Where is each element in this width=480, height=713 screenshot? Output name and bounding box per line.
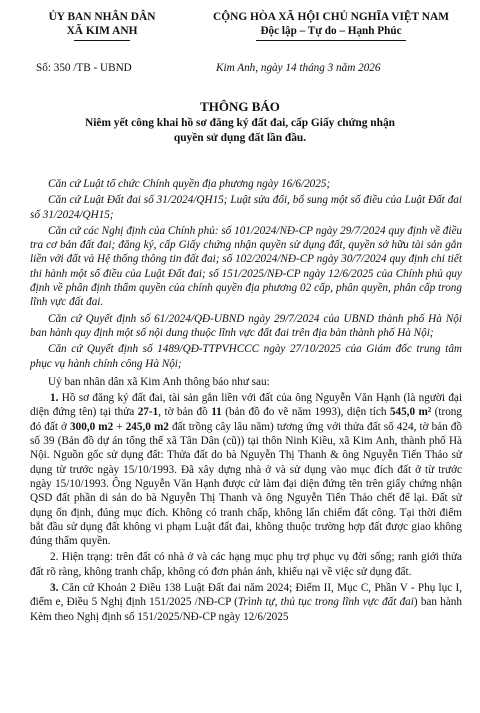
item-1-text-b: , tờ bản đồ (158, 406, 212, 419)
item-1-text-c: (bản đồ đo vẽ năm 1993), diện tích (221, 406, 390, 419)
legal-basis-2: Căn cứ Luật Đất đai số 31/2024/QH15; Luật sửa đổi, bổ sung một số điều của Luật Đất đai số 31/2024/QH15; (30, 194, 462, 221)
legal-basis-3: Căn cứ các Nghị định của Chính phủ: số 101/2024/NĐ-CP ngày 29/7/2024 quy định về điều tra cơ bản đất đai; đăng ký, cấp Giấy chứng nhận quyền sử dụng đất, quyền sở hữu tài sản gắn liền với đất và Hệ thống thông tin đất đai; số 102/2024/NĐ-CP ngày 30/7/2024 quy định chi tiết thi hành một số điều của Luật Đất đai; số 151/2025/NĐ-CP ngày 12/6/2025 của Chính phủ quy định về phân định thẩm quyền của chính quyền địa phương 02 cấp, phân quyền, phân cấp trong lĩnh vực đất đai. (30, 224, 462, 309)
place-date: Kim Anh, ngày 14 tháng 3 năm 2026 (216, 62, 381, 74)
document-subtitle (40, 116, 440, 146)
national-header (188, 10, 474, 41)
item-3-text-a: Căn cứ Khoản 2 Điều 138 Luật Đất đai năm 2024; Điểm II, Mục C, Phần V - Phụ lục I, điểm e, Điều 5 Nghị định 151/2025 /NĐ-CP ( (30, 582, 462, 609)
legal-basis-5: Căn cứ Quyết định số 1489/QĐ-TTPVHCCC ngày 27/10/2025 của Giám đốc trung tâm phục vụ hành chính công Hà Nội; (30, 343, 462, 370)
intro-statement: Uỷ ban nhân dân xã Kim Anh thông báo như sau: (48, 375, 270, 388)
perennial-area: 245,0 m2 (125, 420, 169, 433)
legal-basis-4: Căn cứ Quyết định số 61/2024/QĐ-UBND ngày 29/7/2024 của UBND thành phố Hà Nội ban hành quy định một số nội dung thuộc lĩnh vực đất đai trên địa bàn thành phố Hà Nội; (30, 312, 462, 339)
agency-line-1: ỦY BAN NHÂN DÂN (48, 11, 156, 23)
item-2: 2. Hiện trạng: trên đất có nhà ở và các hạng mục phụ trợ phục vụ đời sống; ranh giới thửa đất rõ ràng, không tranh chấp, không có đơn phản ánh, khiếu nại về việc sử dụng đất. (30, 551, 462, 578)
parcel-number: 27-1 (137, 406, 159, 419)
item-3-text-b: ) ban hành Kèm theo Nghị định số 151/2025/NĐ-CP ngày 12/6/2025 (30, 596, 462, 623)
item-3-italic: Trình tự, thủ tục trong lĩnh vực đất đai (237, 596, 414, 609)
subtitle-line-2: quyền sử dụng đất lần đầu. (173, 132, 307, 144)
item-1 (30, 391, 462, 548)
legal-basis-1: Căn cứ Luật tổ chức Chính quyền địa phương ngày 16/6/2025; (48, 178, 331, 190)
item-3 (30, 581, 462, 624)
document-title: THÔNG BÁO (200, 99, 280, 114)
item-1-text-f: đất trồng cây lâu năm) tương ứng với thửa đất số 424, tờ bản đồ số 39 (Bản đồ dự án tổng thể xã Tân Dân (cũ)) tại thôn Ninh Kiều, xã Kim Anh, thành phố Hà Nội. Nguồn gốc sử dụng đất: Thửa đất do bà Nguyễn Thị Thanh & ông Nguyễn Tiến Thảo sử dụng từ trước ngày 15/10/1993. Đã xây dựng nhà ở và sử dụng vào mục đích đất ở từ trước ngày 15/10/1993. Ông Nguyễn Văn Hạnh được cử làm đại diện đứng tên trên giấy chứng nhận QSD đất phần di sản do bà Nguyễn Thị Thanh và ông Nguyễn Tiến Thảo chết để lại. Đất sử dụng ổn định, đúng mục đích. Không có tranh chấp, không lấn chiếm đất công. Tại thời điểm bắt đầu sử dụng đất không vi phạm Luật đất đai, không thuộc trường hợp đất được giao không đúng thẩm quyền. (30, 420, 462, 548)
item-1-text-e: + (113, 420, 126, 433)
motto-underline (256, 40, 406, 41)
residential-area: 300,0 m2 (70, 420, 114, 433)
item-1-text-d: (trong đó đất ở (30, 406, 462, 433)
agency-line-2: XÃ KIM ANH (66, 25, 138, 37)
national-motto: Độc lập – Tự do – Hạnh Phúc (260, 25, 402, 37)
item-3-number: 3. (50, 582, 59, 595)
item-1-text-a: Hồ sơ đăng ký đất đai, tài sản gắn liền với đất của ông Nguyễn Văn Hạnh (là người đại diện đứng tên) tại thửa (30, 392, 462, 419)
map-sheet-number: 11 (211, 406, 222, 419)
agency-header (14, 10, 190, 41)
item-1-number: 1. (50, 392, 59, 405)
agency-underline (74, 40, 130, 41)
document-number: Số: 350 /TB - UBND (36, 62, 132, 74)
nation-name: CỘNG HÒA XÃ HỘI CHỦ NGHĨA VIỆT NAM (213, 11, 449, 23)
document-body (30, 177, 462, 624)
subtitle-line-1: Niêm yết công khai hồ sơ đăng ký đất đai, cấp Giấy chứng nhận (85, 117, 395, 129)
total-area: 545,0 m² (389, 406, 432, 419)
